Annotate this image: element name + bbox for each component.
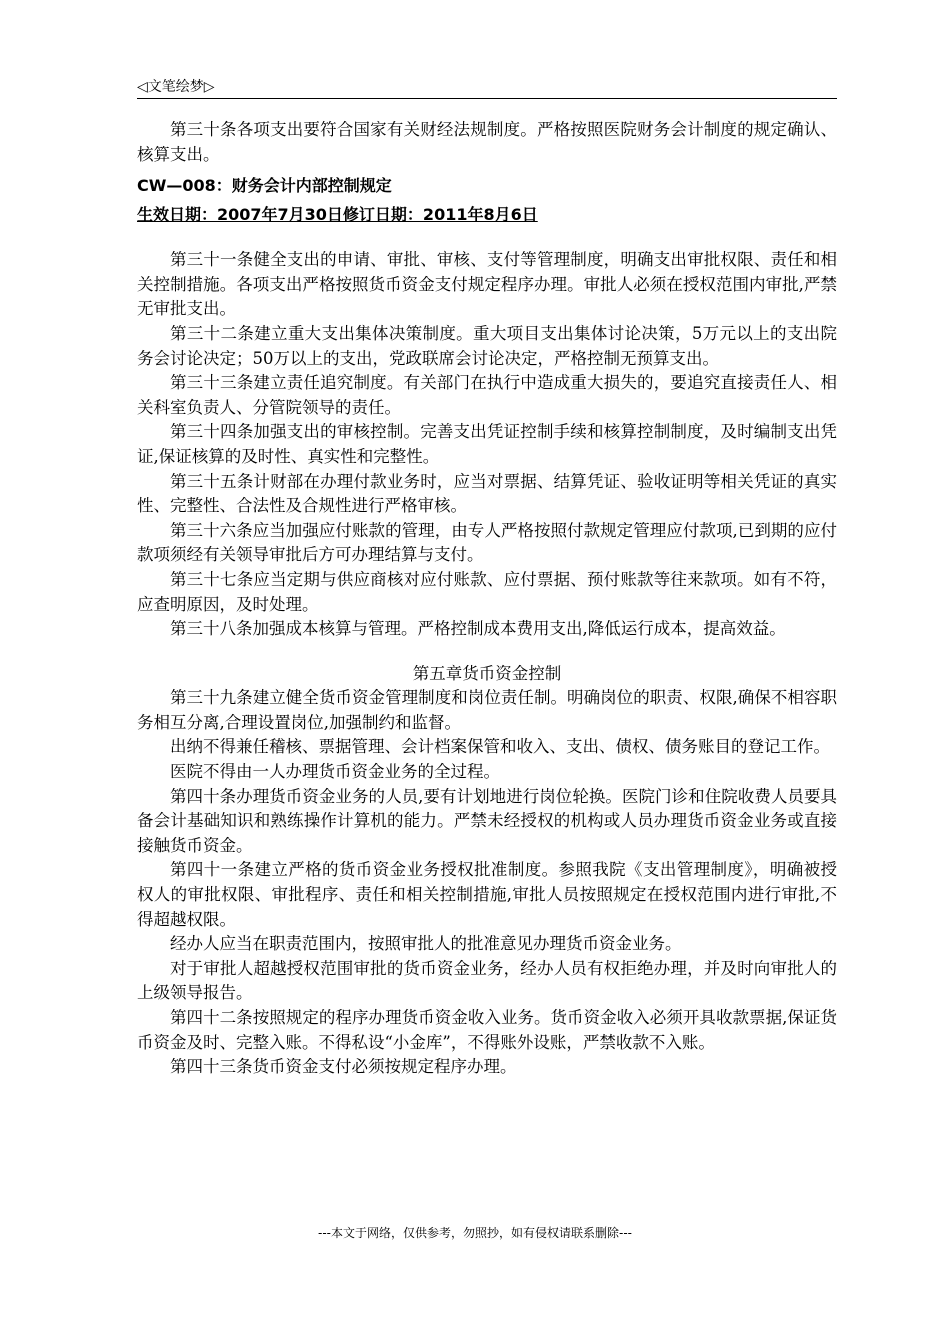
- article-43: 第四十三条货币资金支付必须按规定程序办理。: [170, 1057, 517, 1077]
- effective-dates: 生效日期：2007年7月30日修订日期：2011年8月6日: [137, 205, 538, 225]
- article-41-clause-3: 对于审批人超越授权范围审批的货币资金业务，经办人员有权拒绝办理，并及时向审批人的上级领导报告。: [137, 958, 837, 1003]
- article-31: 第三十一条健全支出的申请、审批、审核、支付等管理制度，明确支出审批权限、责任和相关控制措施。各项支出严格按照货币资金支付规定程序办理。审批人必须在授权范围内审批,严禁无审批支出。: [137, 250, 837, 319]
- article-35: 第三十五条计财部在办理付款业务时，应当对票据、结算凭证、验收证明等相关凭证的真实性、完整性、合法性及合规性进行严格审核。: [137, 471, 837, 516]
- article-40: 第四十条办理货币资金业务的人员,要有计划地进行岗位轮换。医院门诊和住院收费人员要具备会计基础知识和熟练操作计算机的能力。严禁未经授权的机构或人员办理货币资金业务或直接接触货币资金。: [137, 786, 837, 855]
- article-37: 第三十七条应当定期与供应商核对应付账款、应付票据、预付账款等往来款项。如有不符，应查明原因，及时处理。: [137, 569, 837, 614]
- article-42: 第四十二条按照规定的程序办理货币资金收入业务。货币资金收入必须开具收款票据,保证货币资金及时、完整入账。不得私设“小金库”，不得账外设账，严禁收款不入账。: [137, 1008, 837, 1052]
- article-33: 第三十三条建立责任追究制度。有关部门在执行中造成重大损失的，要追究直接责任人、相关科室负责人、分管院领导的责任。: [137, 373, 837, 417]
- page-footer: ---本文于网络，仅供参考，勿照抄，如有侵权请联系删除---: [318, 1226, 632, 1240]
- chapter-title: 第五章货币资金控制: [412, 663, 562, 683]
- article-39-clause-3: 医院不得由一人办理货币资金业务的全过程。: [170, 762, 500, 782]
- article-36: 第三十六条应当加强应付账款的管理，由专人严格按照付款规定管理应付款项,已到期的应付款项须经有关领导审批后方可办理结算与支付。: [137, 520, 837, 565]
- document-body: [137, 118, 837, 1080]
- article-41-clause-2: 经办人应当在职责范围内，按照审批人的批准意见办理货币资金业务。: [170, 934, 682, 954]
- article-32: 第三十二条建立重大支出集体决策制度。重大项目支出集体讨论决策，5万元以上的支出院务会讨论决定；50万以上的支出，党政联席会讨论决定，严格控制无预算支出。: [137, 323, 837, 368]
- article-30: 第三十条各项支出要符合国家有关财经法规制度。严格按照医院财务会计制度的规定确认、核算支出。: [137, 120, 837, 164]
- article-41: 第四十一条建立严格的货币资金业务授权批准制度。参照我院《支出管理制度》，明确被授权人的审批权限、审批程序、责任和相关控制措施,审批人员按照规定在授权范围内进行审批,不得超越权限。: [137, 860, 837, 929]
- article-34: 第三十四条加强支出的审核控制。完善支出凭证控制手续和核算控制制度，及时编制支出凭证,保证核算的及时性、真实性和完整性。: [137, 422, 837, 466]
- article-39-clause-2: 出纳不得兼任稽核、票据管理、会计档案保管和收入、支出、债权、债务账目的登记工作。: [170, 737, 830, 757]
- section-heading: CW—008：财务会计内部控制规定: [137, 176, 392, 196]
- page-header: [137, 74, 837, 99]
- article-38: 第三十八条加强成本核算与管理。严格控制成本费用支出,降低运行成本，提高效益。: [170, 619, 786, 639]
- article-39: 第三十九条建立健全货币资金管理制度和岗位责任制。明确岗位的职责、权限,确保不相容职务相互分离,合理设置岗位,加强制约和监督。: [137, 688, 837, 732]
- header-title: ◁文笔绘梦▷: [137, 79, 215, 95]
